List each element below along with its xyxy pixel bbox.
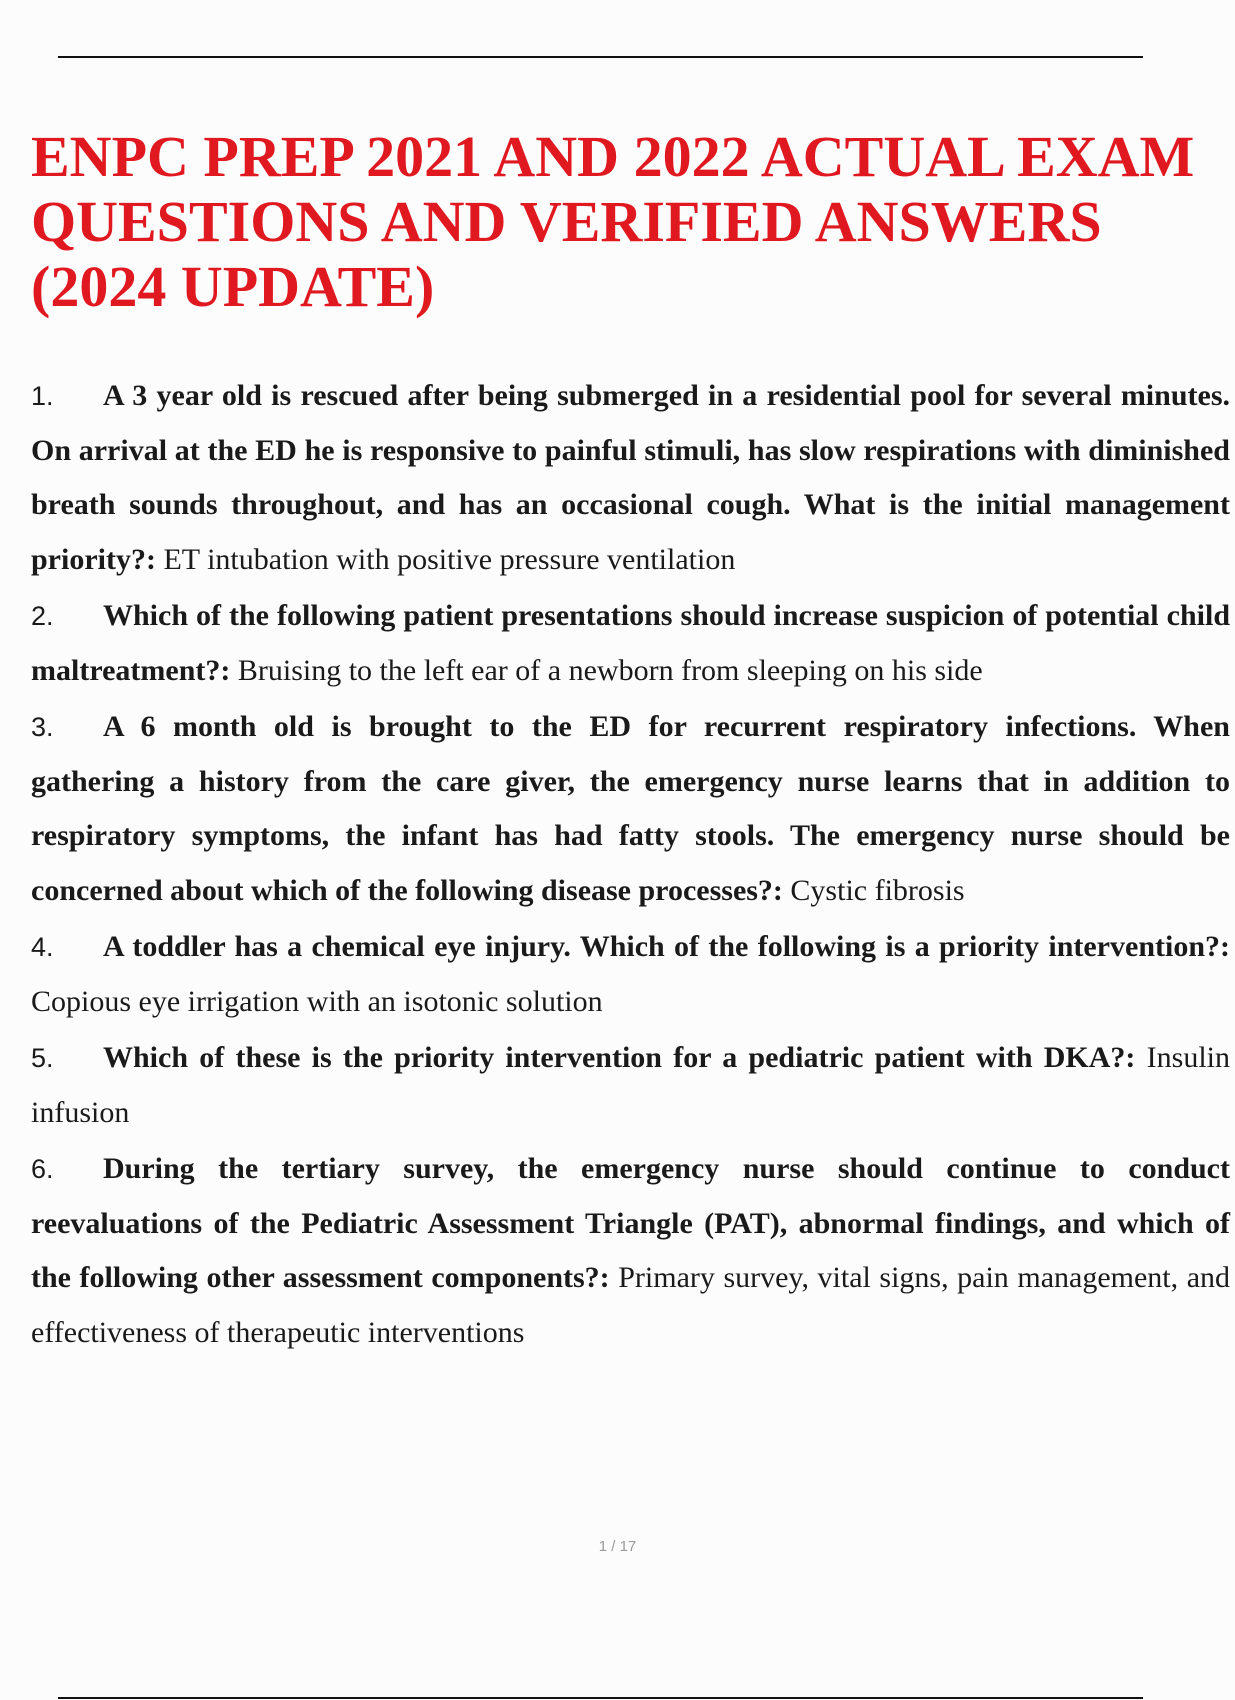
answer-text: ET intubation with positive pressure ventilation [163, 542, 736, 576]
answer-text: Bruising to the left ear of a newborn from sleeping on his side [237, 653, 983, 687]
question-item [31, 1142, 1230, 1360]
question-list [31, 369, 1231, 1362]
question-number: 6. [31, 1154, 54, 1184]
bottom-rule [58, 1697, 1143, 1699]
question-text: Which of the following patient presentations should increase suspicion of potential child maltreatment?: [31, 599, 1230, 687]
question-number: 4. [31, 932, 54, 962]
answer-text: Copious eye irrigation with an isotonic solution [31, 984, 603, 1018]
page-number: 1 / 17 [598, 1538, 637, 1555]
question-text: During the tertiary survey, the emergency nurse should continue to conduct reevaluations of the Pediatric Assessment Triangle (PAT), abnormal findings, and which of the following other assessment components?: [31, 1152, 1230, 1294]
top-rule [58, 56, 1143, 58]
question-number: 3. [31, 712, 54, 742]
answer-text: Cystic fibrosis [790, 873, 965, 907]
question-item [31, 1031, 1230, 1140]
title-line-1: ENPC PREP 2021 AND 2022 ACTUAL EXAM [31, 124, 1195, 189]
title-line-2: QUESTIONS AND VERIFIED ANSWERS [31, 189, 1102, 254]
question-item [31, 700, 1230, 918]
question-text: Which of these is the priority intervention for a pediatric patient with DKA?: [103, 1041, 1136, 1074]
answer-text: Primary survey, vital signs, pain management, and effectiveness of therapeutic interventions [31, 1261, 1231, 1349]
document-title [31, 124, 1196, 319]
question-text: A 6 month old is brought to the ED for recurrent respiratory infections. When gathering a history from the care giver, the emergency nurse learns that in addition to respiratory symptoms, the infant has had fatty stools. The emergency nurse should be concerned about which of the following disease processes?: [31, 710, 1230, 907]
title-line-3: (2024 UPDATE) [31, 254, 435, 319]
question-item [31, 369, 1230, 587]
question-number: 5. [31, 1043, 54, 1073]
question-item [31, 920, 1230, 1029]
answer-text: Insulin infusion [31, 1041, 1231, 1129]
question-number: 1. [31, 381, 54, 411]
question-text: A toddler has a chemical eye injury. Which of the following is a priority intervention?: [103, 930, 1230, 963]
question-number: 2. [31, 601, 54, 631]
question-text: A 3 year old is rescued after being submerged in a residential pool for several minutes. On arrival at the ED he is responsive to painful stimuli, has slow respirations with diminished breath sounds throughout, and has an occasional cough. What is the initial management priority?: [31, 379, 1230, 576]
question-item [31, 589, 1230, 698]
